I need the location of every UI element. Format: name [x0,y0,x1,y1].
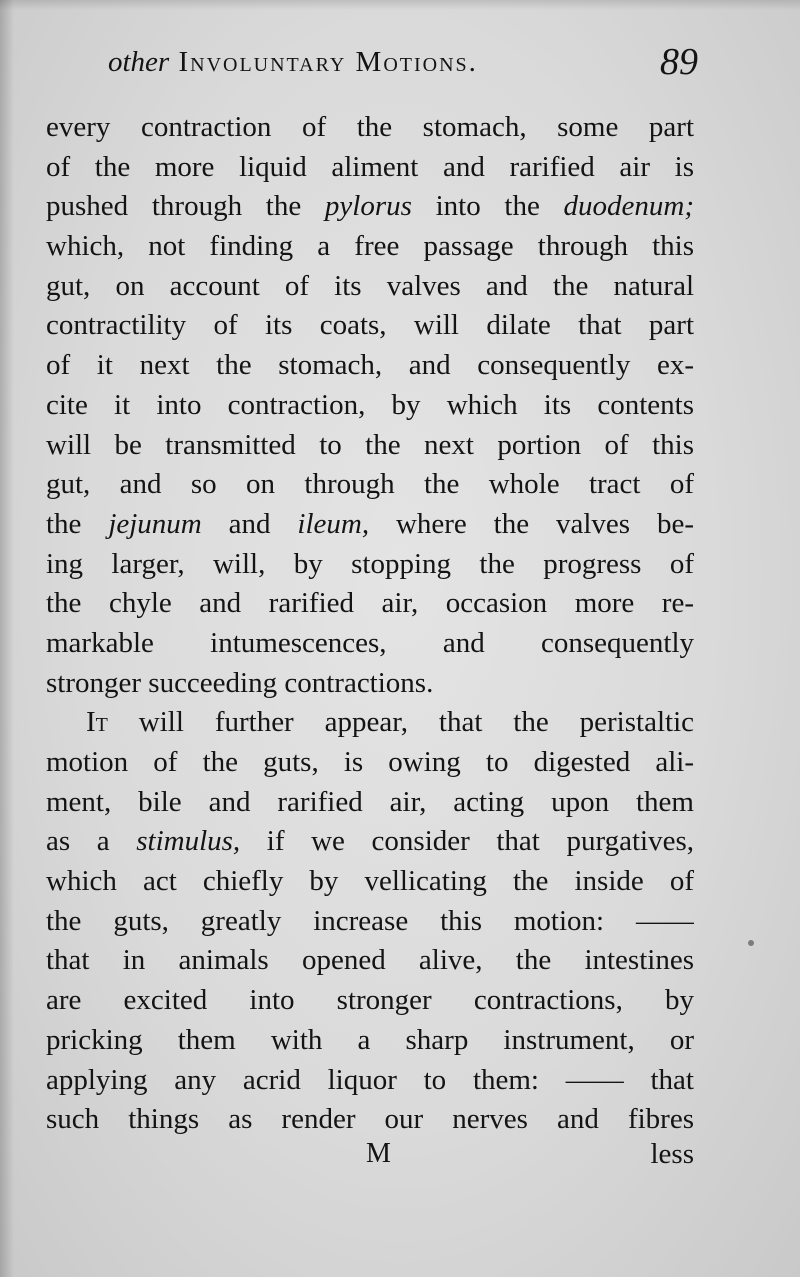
text-segment: such things as render our nerves and fibres [46,1103,694,1136]
page-number: 89 [660,41,698,83]
italic-term: stimulus, [136,825,241,858]
text-segment: which act chiefly by vellicating the inside of [46,865,694,898]
text-line [46,108,694,148]
text-segment: contractility of its coats, will dilate that part [46,309,694,342]
text-line [46,703,694,743]
text-line [46,1100,694,1140]
text-line [46,664,694,704]
text-line [46,1021,694,1061]
text-segment: as a [46,825,137,858]
page-top-shadow [0,0,800,10]
text-segment: ing larger, will, by stopping the progress of [46,547,694,580]
text-segment: into the [411,190,564,223]
text-line [46,227,694,267]
text-segment: the [46,507,109,540]
text-line [46,584,694,624]
running-head-italic: other [108,46,170,78]
text-line [46,426,694,466]
text-segment: stronger succeeding contractions. [46,666,434,699]
running-head-caps: Involuntary Motions. [178,46,478,78]
page-header [108,40,698,90]
text-segment: of the more liquid aliment and rarified air is [46,150,694,183]
italic-term: pylorus [324,190,412,223]
text-line [46,148,694,188]
text-segment: gut, on account of its valves and the natural [46,269,694,302]
text-segment: every contraction of the stomach, some part [46,111,694,143]
text-segment: will be transmitted to the next portion of this [46,428,694,461]
text-line [46,306,694,346]
text-line [46,386,694,426]
running-head [108,46,478,79]
text-line [46,505,694,545]
signature-mark: M [366,1138,392,1169]
italic-term: ileum, [297,507,370,540]
text-line [46,267,694,307]
text-segment: of it next the stomach, and consequently ex- [46,349,694,382]
text-segment: and [201,507,298,540]
text-segment: ment, bile and rarified air, acting upon them [46,785,694,818]
text-segment: will further appear, that the peristaltic [107,706,694,739]
catchword: less [650,1138,694,1170]
text-segment: gut, and so on through the whole tract of [46,468,694,501]
text-segment: are excited into stronger contractions, by [46,984,694,1017]
page-edge-shadow [0,0,14,1277]
text-line [46,1061,694,1101]
text-segment: if we consider that purgatives, [240,825,694,858]
text-line [46,624,694,664]
italic-term: duodenum; [563,190,694,223]
text-line [46,545,694,585]
text-line [46,941,694,981]
body-text [46,108,694,1140]
text-line [46,902,694,942]
text-line [46,981,694,1021]
text-segment: cite it into contraction, by which its contents [46,388,694,421]
text-segment: applying any acrid liquor to them: —— that [46,1063,694,1096]
text-line [46,465,694,505]
text-segment: where the valves be- [369,507,694,540]
text-segment: markable intumescences, and consequently [46,626,694,659]
paper-speck [748,940,754,946]
text-segment: that in animals opened alive, the intestines [46,944,694,977]
text-line [46,862,694,902]
text-segment: the chyle and rarified air, occasion more re- [46,587,694,620]
text-line [46,822,694,862]
text-segment: motion of the guts, is owing to digested ali- [46,746,694,778]
text-line [46,743,694,783]
text-line [46,187,694,227]
text-segment: which, not finding a free passage through this [46,230,694,263]
text-segment: pushed through the [46,190,325,223]
text-segment: the guts, greatly increase this motion: —— [46,904,694,937]
page-footer [46,1138,694,1178]
text-segment: pricking them with a sharp instrument, or [46,1023,694,1056]
italic-term: jejunum [108,507,202,540]
text-line [46,783,694,823]
small-caps-word: It [86,706,108,739]
text-line [46,346,694,386]
